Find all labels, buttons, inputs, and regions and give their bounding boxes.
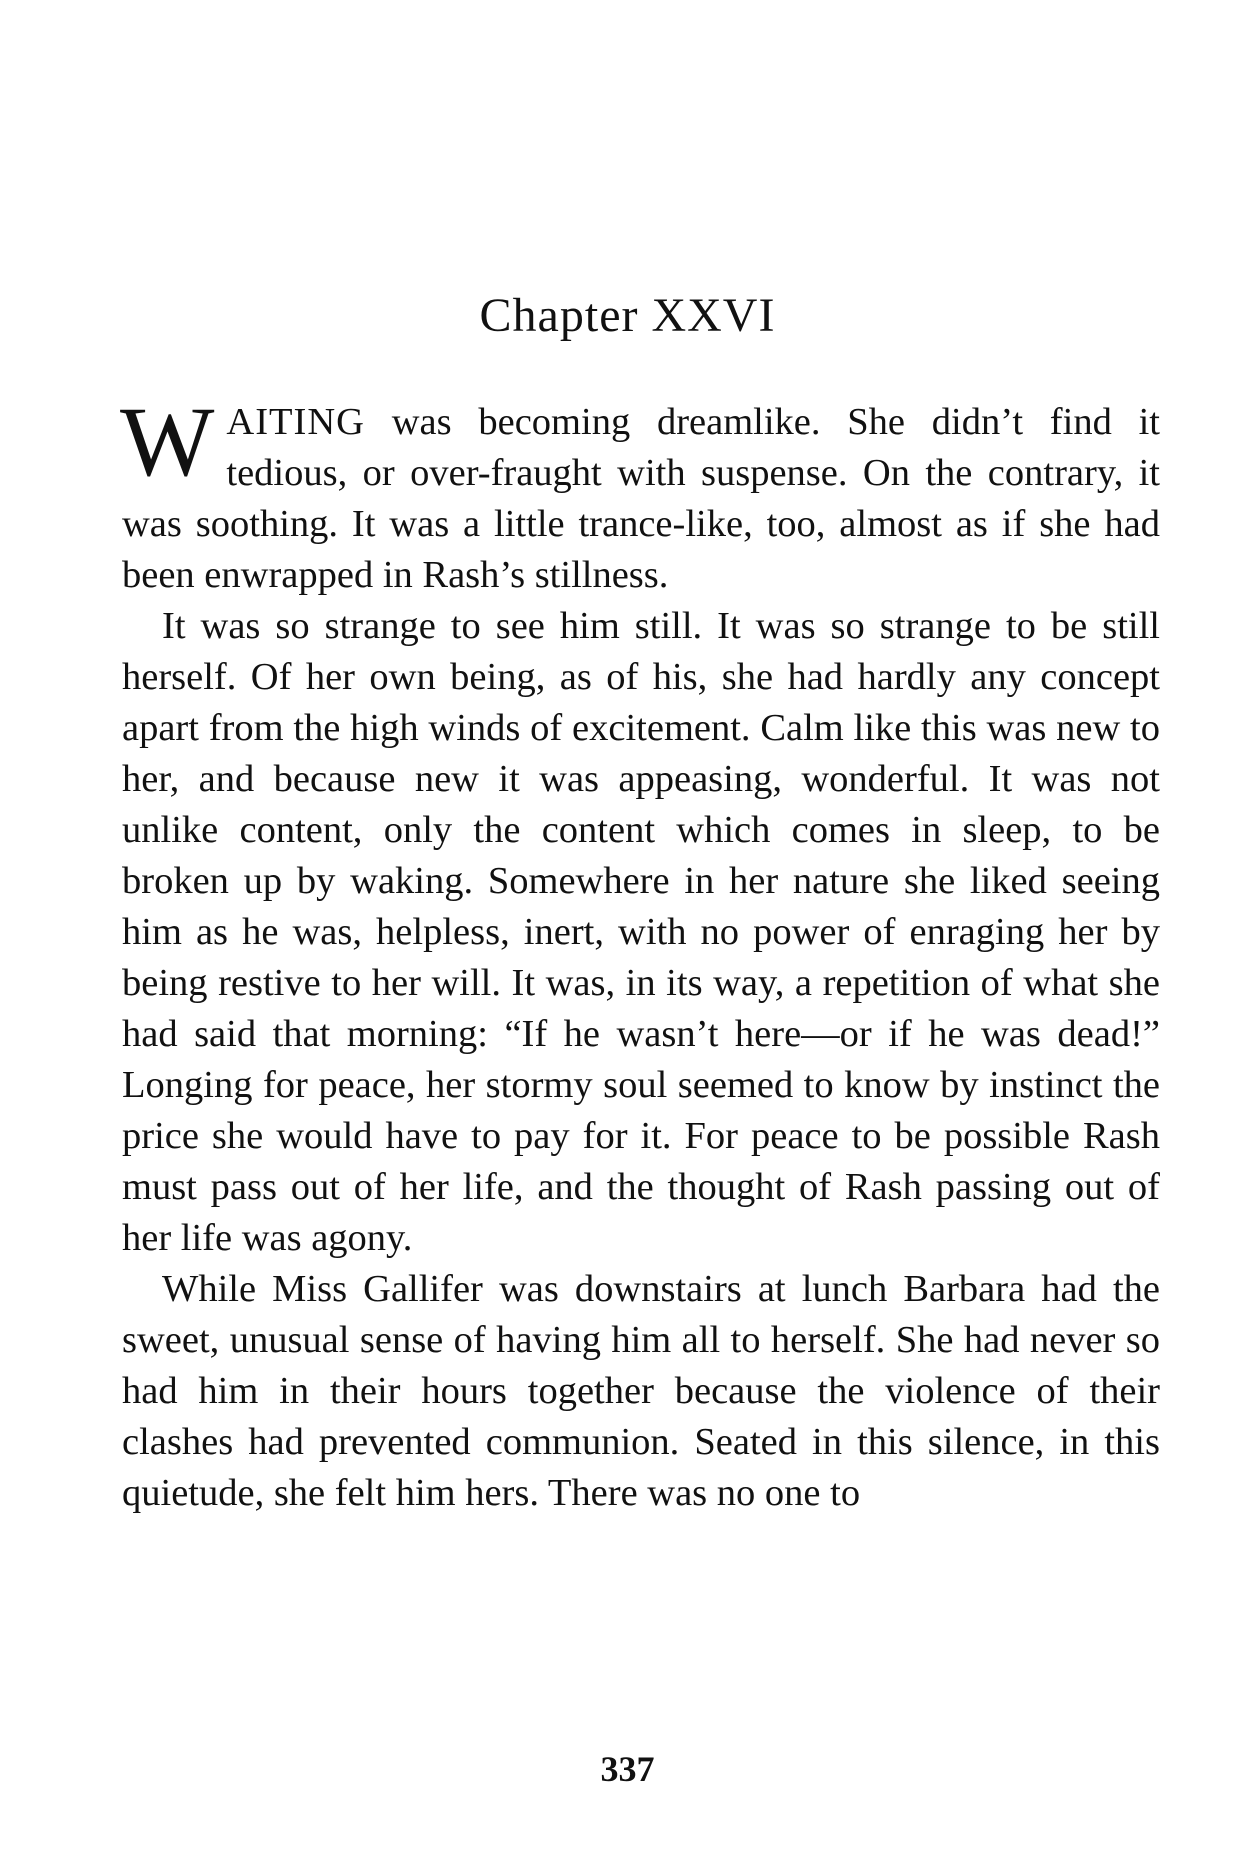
- opening-words: AITING: [226, 401, 365, 443]
- paragraph-1-text: was becoming dreamlike. She didn’t find it tedious, or over-fraught with suspense. On the contrary, it was soothing. It was a little trance-like, too, almost as if she had been enwrapped in Rash’s stillness.: [122, 401, 1160, 596]
- chapter-title: Chapter XXVI: [479, 289, 776, 342]
- drop-cap: W: [120, 386, 215, 497]
- paragraph-2: It was so strange to see him still. It was so strange to be still herself. Of her own being, as of his, she had hardly any concept apart from the high winds of excitement. Calm like this was new to her, and because new it was appeasing, wonderful. It was not unlike content, only the content which comes in sleep, to be broken up by waking. Somewhere in her nature she liked seeing him as he was, helpless, inert, with no power of enraging her by being restive to her will. It was, in its way, a repetition of what she had said that morning: “If he wasn’t here—or if he was dead!” Longing for peace, her stormy soul seemed to know by instinct the price she would have to pay for it. For peace to be possible Rash must pass out of her life, and the thought of Rash passing out of her life was agony.: [122, 605, 1160, 1259]
- page-number: 337: [600, 1749, 655, 1789]
- chapter-body: [120, 386, 1160, 1519]
- paragraph-1: [120, 386, 1160, 601]
- paragraph-3: While Miss Gallifer was downstairs at lunch Barbara had the sweet, unusual sense of having him all to herself. She had never so had him in their hours together because the violence of their clashes had prevented communion. Seated in this silence, in this quietude, she felt him hers. There was no one to: [122, 1268, 1160, 1514]
